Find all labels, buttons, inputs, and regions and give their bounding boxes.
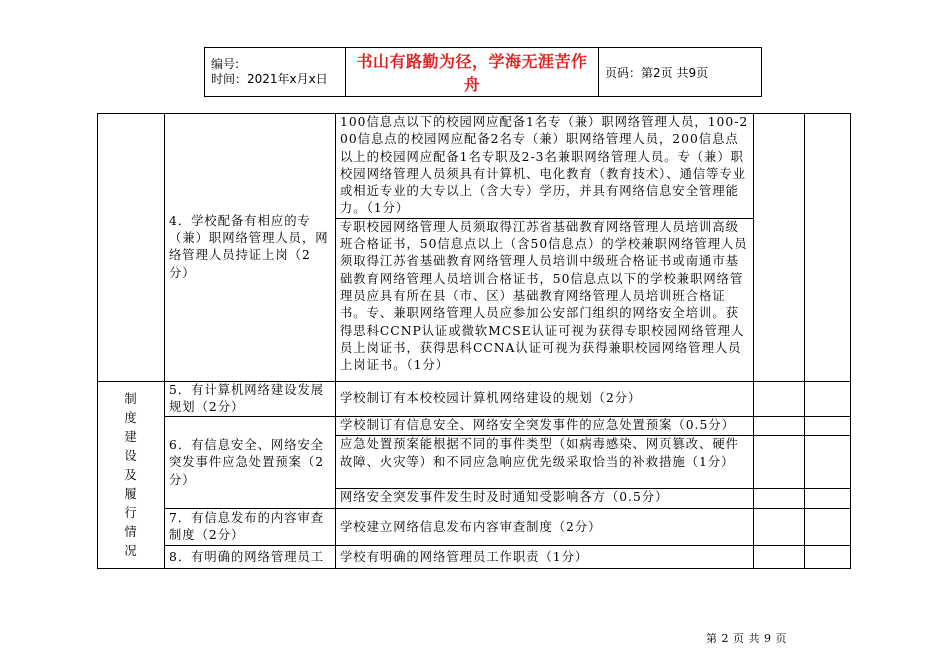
item-7-criterion-1: 学校建立网络信息发布内容审查制度（2分）	[336, 509, 754, 546]
score-cell	[754, 417, 805, 436]
item-4-criterion-2: 专职校园网络管理人员须取得江苏省基础教育网络管理人员培训高级班合格证书，50信息点以上（含50信息点）的学校兼职网络管理人员须取得江苏省基础教育网络管理人员培训中级班合格证书或南通市基础教育网络管理人员培训合格证书，50信息点以下的学校兼职网络管理员应具有所在县（市、区）基础教育网络管理人员培训班合格证书。专、兼职网络管理人员应参加公安部门组织的网络安全培训。获得思科CCNP认证或微软MCSE认证可视为获得专职校园网络管理人员上岗证书，获得思科CCNA认证可视为获得兼职校园网络管理人员上岗证书。（1分）	[336, 218, 754, 381]
score-cell	[754, 489, 805, 509]
item-8-criterion-1: 学校有明确的网络管理员工作职责（1分）	[336, 546, 754, 569]
page-header	[204, 47, 762, 97]
header-meta	[205, 48, 346, 97]
score-cell	[754, 114, 805, 382]
remark-cell	[805, 436, 851, 489]
item-8-label: 8．有明确的网络管理员工	[165, 546, 336, 569]
category-cell-empty	[98, 114, 165, 382]
remark-cell	[805, 489, 851, 509]
header-motto: 书山有路勤为径，学海无涯苦作舟	[346, 48, 599, 97]
item-5-criterion-1: 学校制订有本校校园计算机网络建设的规划（2分）	[336, 381, 754, 417]
item-4-label: 4．学校配备有相应的专（兼）职网络管理人员，网络管理人员持证上岗（2分）	[165, 114, 336, 382]
score-cell	[754, 436, 805, 489]
remark-cell	[805, 546, 851, 569]
item-4-criterion-1: 100信息点以下的校园网应配备1名专（兼）职网络管理人员，100-200信息点的校园网应配备2名专（兼）职网络管理人员，200信息点以上的校园网应配备1名专职及2-3名兼职网络管理人员。专（兼）职校园网络管理人员须具有计算机、电化教育（教育技术）、通信等专业或相近专业的大专以上（含大专）学历，并具有网络信息安全管理能力。（1分）	[336, 114, 754, 219]
remark-cell	[805, 381, 851, 417]
item-6-criterion-1: 学校制订有信息安全、网络安全突发事件的应急处置预案（0.5分）	[336, 417, 754, 436]
score-cell	[754, 509, 805, 546]
score-cell	[754, 381, 805, 417]
category-label-text: 制度建设及履行情况	[124, 391, 138, 558]
header-page-label: 页码：第2页 共9页	[599, 48, 762, 97]
item-5-label: 5．有计算机网络建设发展规划（2分）	[165, 381, 336, 417]
evaluation-table	[97, 113, 851, 569]
category-label	[98, 381, 165, 569]
time-label: 时间：2021年x月x日	[211, 72, 328, 86]
item-6-criterion-3: 网络安全突发事件发生时及时通知受影响各方（0.5分）	[336, 489, 754, 509]
item-7-label: 7．有信息发布的内容审查制度（2分）	[165, 509, 336, 546]
item-6-criterion-2: 应急处置预案能根据不同的事件类型（如病毒感染、网页篡改、硬件故障、火灾等）和不同应急响应优先级采取恰当的补救措施（1分）	[336, 436, 754, 489]
page-footer: 第 2 页 共 9 页	[706, 632, 787, 645]
doc-number-label: 编号:	[211, 57, 240, 71]
item-6-label: 6．有信息安全、网络安全突发事件应急处置预案（2分）	[165, 417, 336, 509]
score-cell	[754, 546, 805, 569]
remark-cell	[805, 417, 851, 436]
remark-cell	[805, 509, 851, 546]
remark-cell	[805, 114, 851, 382]
